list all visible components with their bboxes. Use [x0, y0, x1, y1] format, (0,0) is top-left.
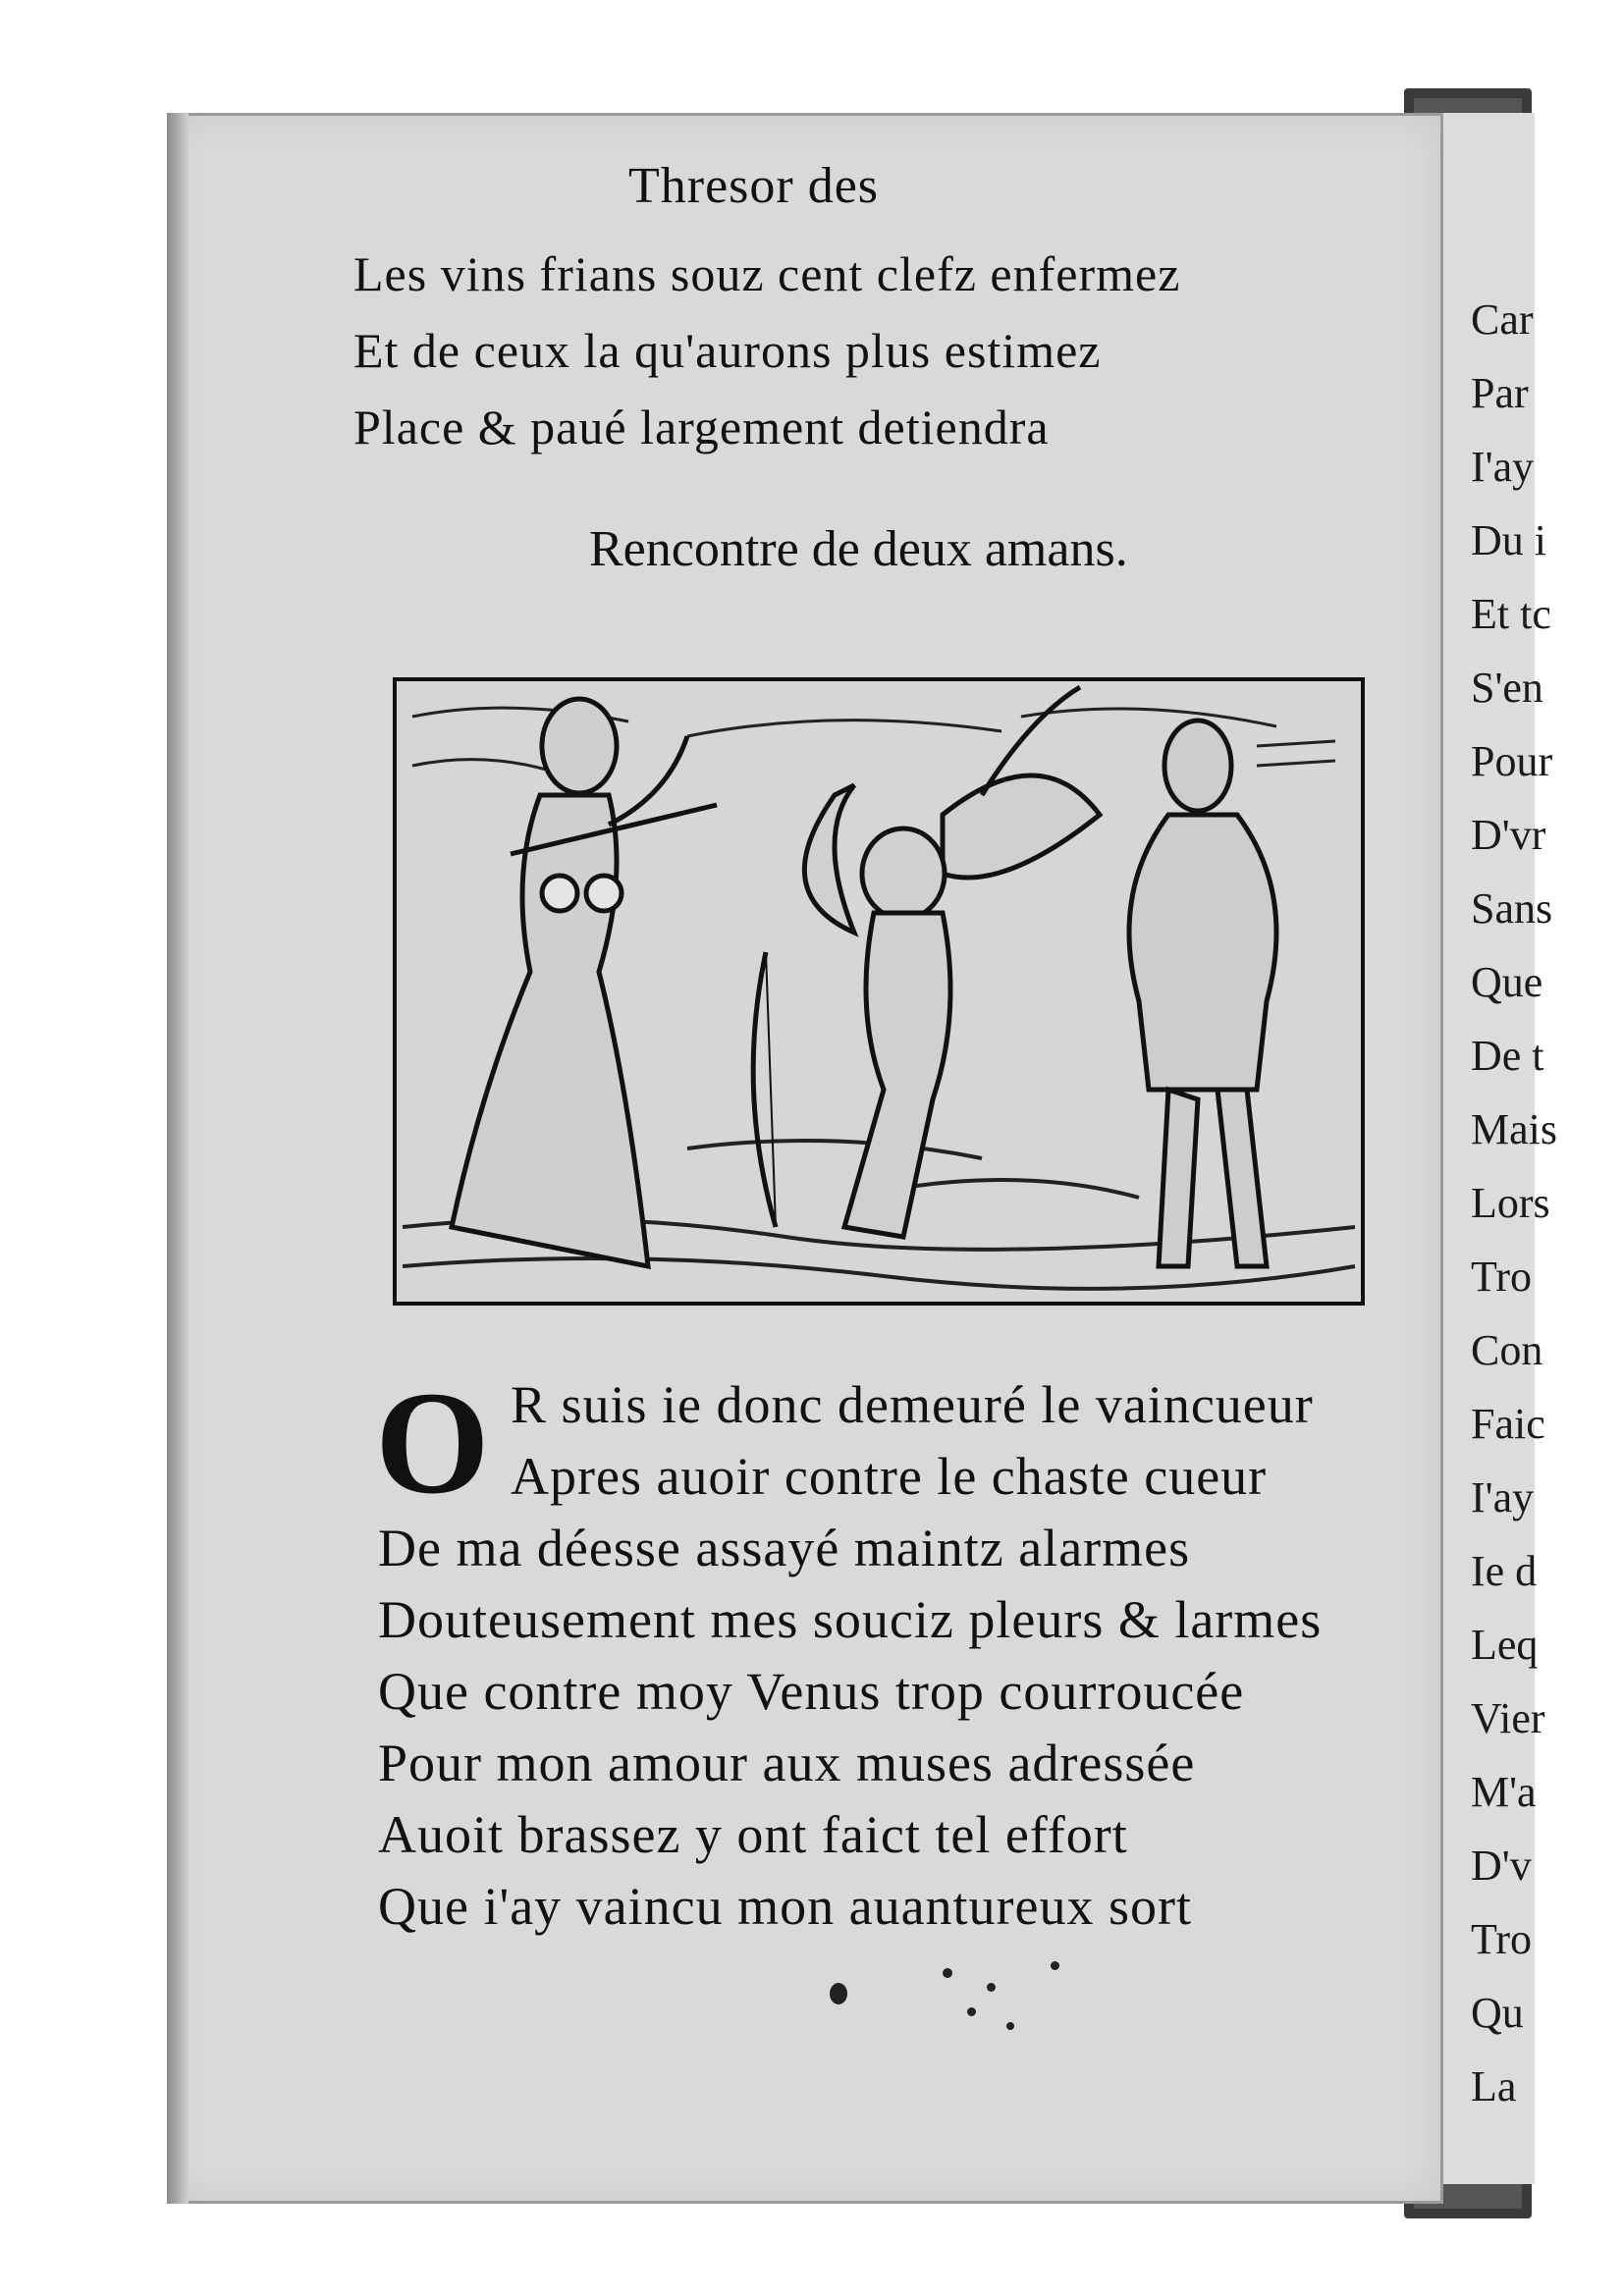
- poem-line-3: De ma déesse assayé maintz alarmes: [378, 1519, 1191, 1577]
- facing-page-line: Du i: [1471, 516, 1546, 564]
- facing-page-line: Ie d: [1471, 1547, 1538, 1595]
- facing-page-line: I'ay: [1471, 443, 1535, 491]
- poem-line-2: Apres auoir contre le chaste cueur: [511, 1447, 1268, 1506]
- facing-page-line: La: [1471, 2062, 1517, 2110]
- woodcut-illustration: [393, 677, 1365, 1306]
- facing-page-line: De t: [1471, 1032, 1544, 1080]
- poem-line-4: Douteusement mes souciz pleurs & larmes: [378, 1590, 1323, 1649]
- facing-page-line: Tro: [1471, 1253, 1532, 1301]
- facing-page-line: I'ay: [1471, 1473, 1535, 1522]
- facing-page-line: Mais: [1471, 1105, 1557, 1153]
- section-title: Rencontre de deux amans.: [589, 521, 1128, 577]
- facing-page-line: Con: [1471, 1326, 1543, 1374]
- facing-page-line: Car: [1471, 295, 1534, 344]
- poem-line-1: R suis ie donc demeuré le vaincueur: [511, 1375, 1314, 1434]
- poem-line-7: Auoit brassez y ont faict tel effort: [378, 1805, 1128, 1864]
- facing-page-line: Et tc: [1471, 590, 1551, 638]
- facing-page-line: Leq: [1471, 1621, 1539, 1669]
- drop-cap: O: [375, 1362, 490, 1524]
- facing-page-line: S'en: [1471, 664, 1543, 712]
- facing-page-line: Qu: [1471, 1989, 1524, 2037]
- top-verse-line-2: Et de ceux la qu'aurons plus estimez: [353, 323, 1102, 378]
- facing-page-line: M'a: [1471, 1768, 1537, 1816]
- facing-page-line: D'v: [1471, 1842, 1532, 1890]
- facing-page-line: Sans: [1471, 884, 1553, 933]
- running-head: Thresor des: [628, 158, 880, 214]
- facing-page-line: D'vr: [1471, 811, 1546, 859]
- poem-line-5: Que contre moy Venus trop courroucée: [378, 1662, 1245, 1721]
- facing-page-line: Pour: [1471, 737, 1553, 785]
- top-verse-line-1: Les vins frians souz cent clefz enfermez: [353, 246, 1181, 301]
- facing-page-line: Par: [1471, 369, 1529, 417]
- poem-line-8: Que i'ay vaincu mon auantureux sort: [378, 1877, 1192, 1936]
- facing-page-line: Faic: [1471, 1400, 1545, 1448]
- facing-page-line: Vier: [1471, 1694, 1545, 1742]
- top-verse-line-3: Place & paué largement detiendra: [353, 400, 1050, 454]
- facing-page-line: Que: [1471, 958, 1543, 1006]
- woodcut-svg: [393, 677, 1365, 1306]
- facing-page-line: Lors: [1471, 1179, 1550, 1227]
- poem-line-6: Pour mon amour aux muses adressée: [378, 1734, 1196, 1792]
- facing-page-line: Tro: [1471, 1915, 1532, 1963]
- facing-page: [1438, 113, 1557, 2184]
- page-gutter-edge: [167, 113, 189, 2204]
